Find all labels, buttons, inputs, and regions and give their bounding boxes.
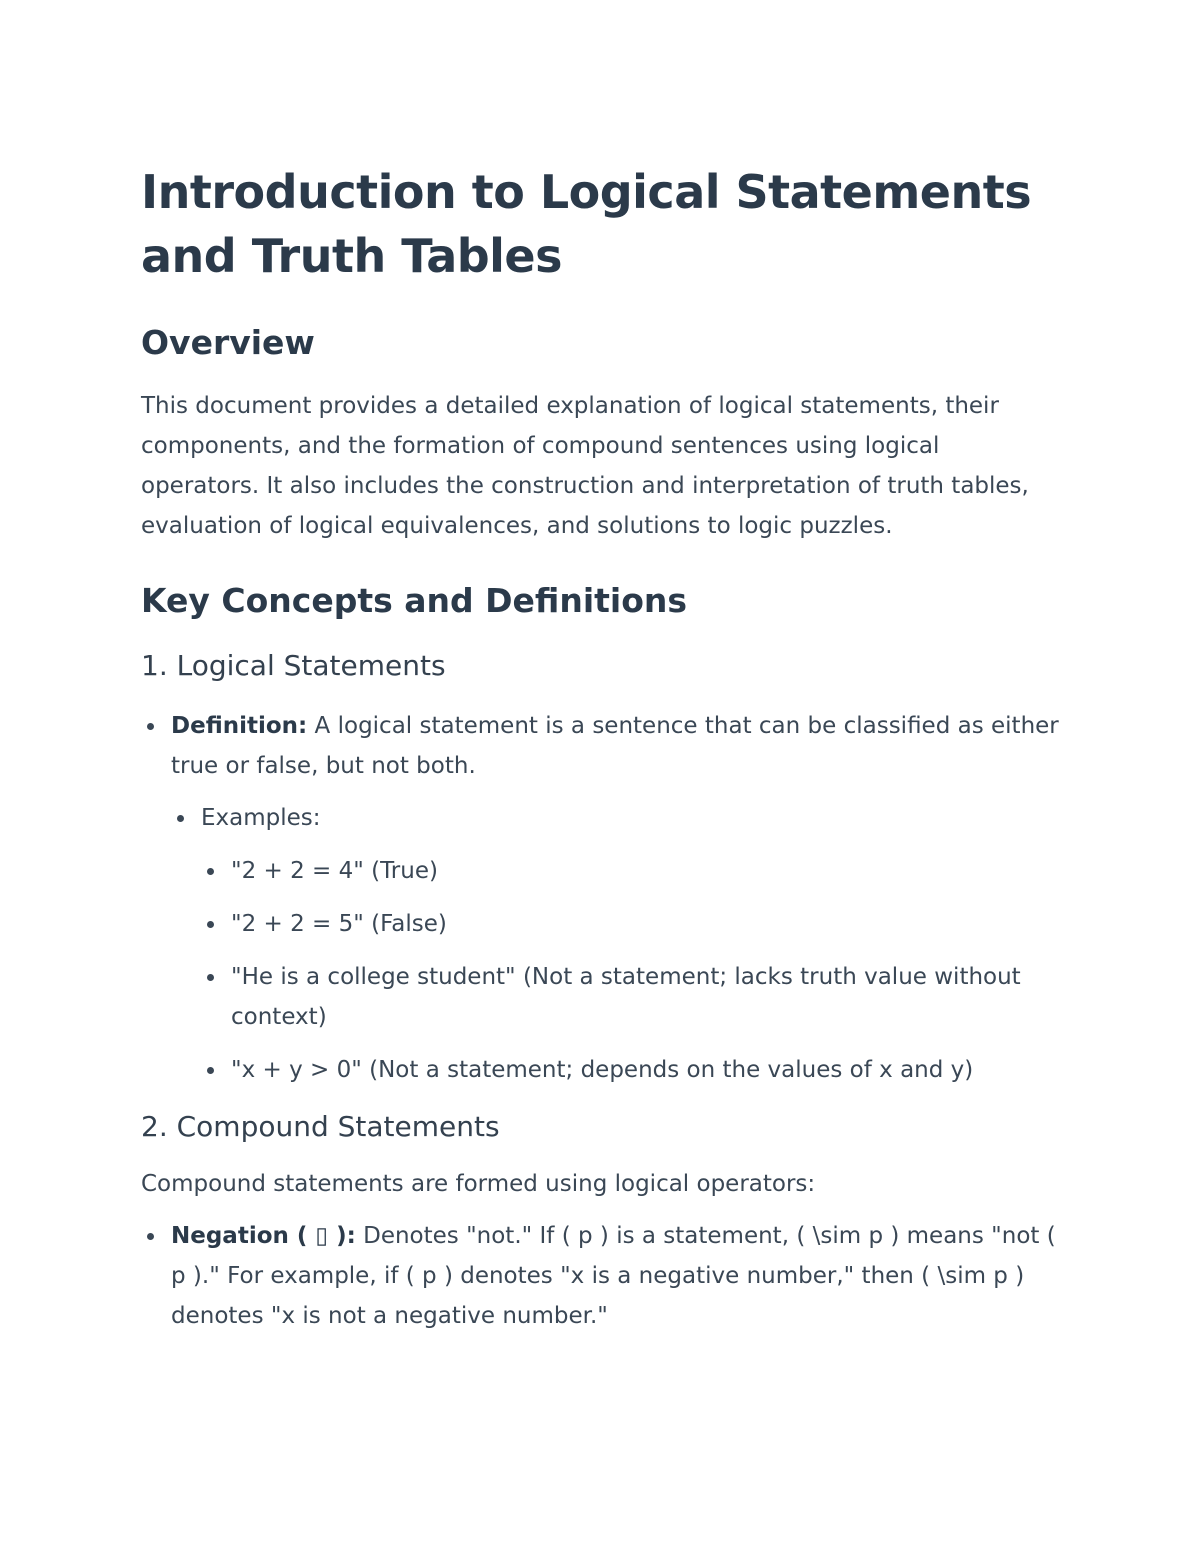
list-item	[201, 957, 1061, 1037]
section-1-heading: 1. Logical Statements	[141, 649, 446, 682]
list-item	[201, 851, 1061, 891]
section-2-intro: Compound statements are formed using logical operators:	[141, 1171, 816, 1197]
example-text: "2 + 2 = 5" (False)	[231, 911, 447, 937]
example-sublist	[201, 851, 1061, 1090]
definition-label: Definition:	[171, 713, 308, 739]
example-text: "2 + 2 = 4" (True)	[231, 858, 438, 884]
operator-list	[141, 1216, 1061, 1336]
overview-paragraph: This document provides a detailed explanation of logical statements, their components, and the formation of compound sentences using logical operators. It also includes the construction and interpretation of truth tables, evaluation of logical equivalences, and solutions to logic puzzles.	[141, 393, 1029, 539]
list-item	[201, 904, 1061, 944]
section-2-heading: 2. Compound Statements	[141, 1110, 500, 1143]
negation-text: Denotes "not." If ( p ) is a statement, ( \sim p ) means "not ( p )." For example, if ( p ) denotes "x is a negative number," then ( \sim p ) denotes "x is not a negative number."	[171, 1223, 1056, 1329]
examples-label: Examples:	[201, 805, 321, 831]
bullet-icon	[177, 815, 184, 822]
bullet-icon	[147, 723, 154, 730]
document-page	[141, 160, 1061, 1336]
negation-item	[141, 1216, 1061, 1336]
bullet-icon	[207, 921, 214, 928]
definition-item	[141, 706, 1061, 1090]
example-text: "He is a college student" (Not a statement; lacks truth value without context)	[231, 964, 1021, 1030]
examples-item	[171, 798, 1061, 1090]
key-concepts-heading: Key Concepts and Definitions	[141, 581, 688, 620]
bullet-icon	[207, 1067, 214, 1074]
example-text: "x + y > 0" (Not a statement; depends on the values of x and y)	[231, 1057, 974, 1083]
definition-text: A logical statement is a sentence that can be classified as either true or false, but not both.	[171, 713, 1059, 779]
list-item	[201, 1050, 1061, 1090]
bullet-icon	[207, 974, 214, 981]
examples-list	[171, 798, 1061, 1090]
bullet-icon	[207, 868, 214, 875]
page-title: Introduction to Logical Statements and Truth Tables	[141, 165, 1032, 283]
overview-heading: Overview	[141, 323, 315, 362]
definition-list	[141, 706, 1061, 1090]
negation-label: Negation ( ▯ ):	[171, 1223, 356, 1249]
bullet-icon	[147, 1233, 154, 1240]
